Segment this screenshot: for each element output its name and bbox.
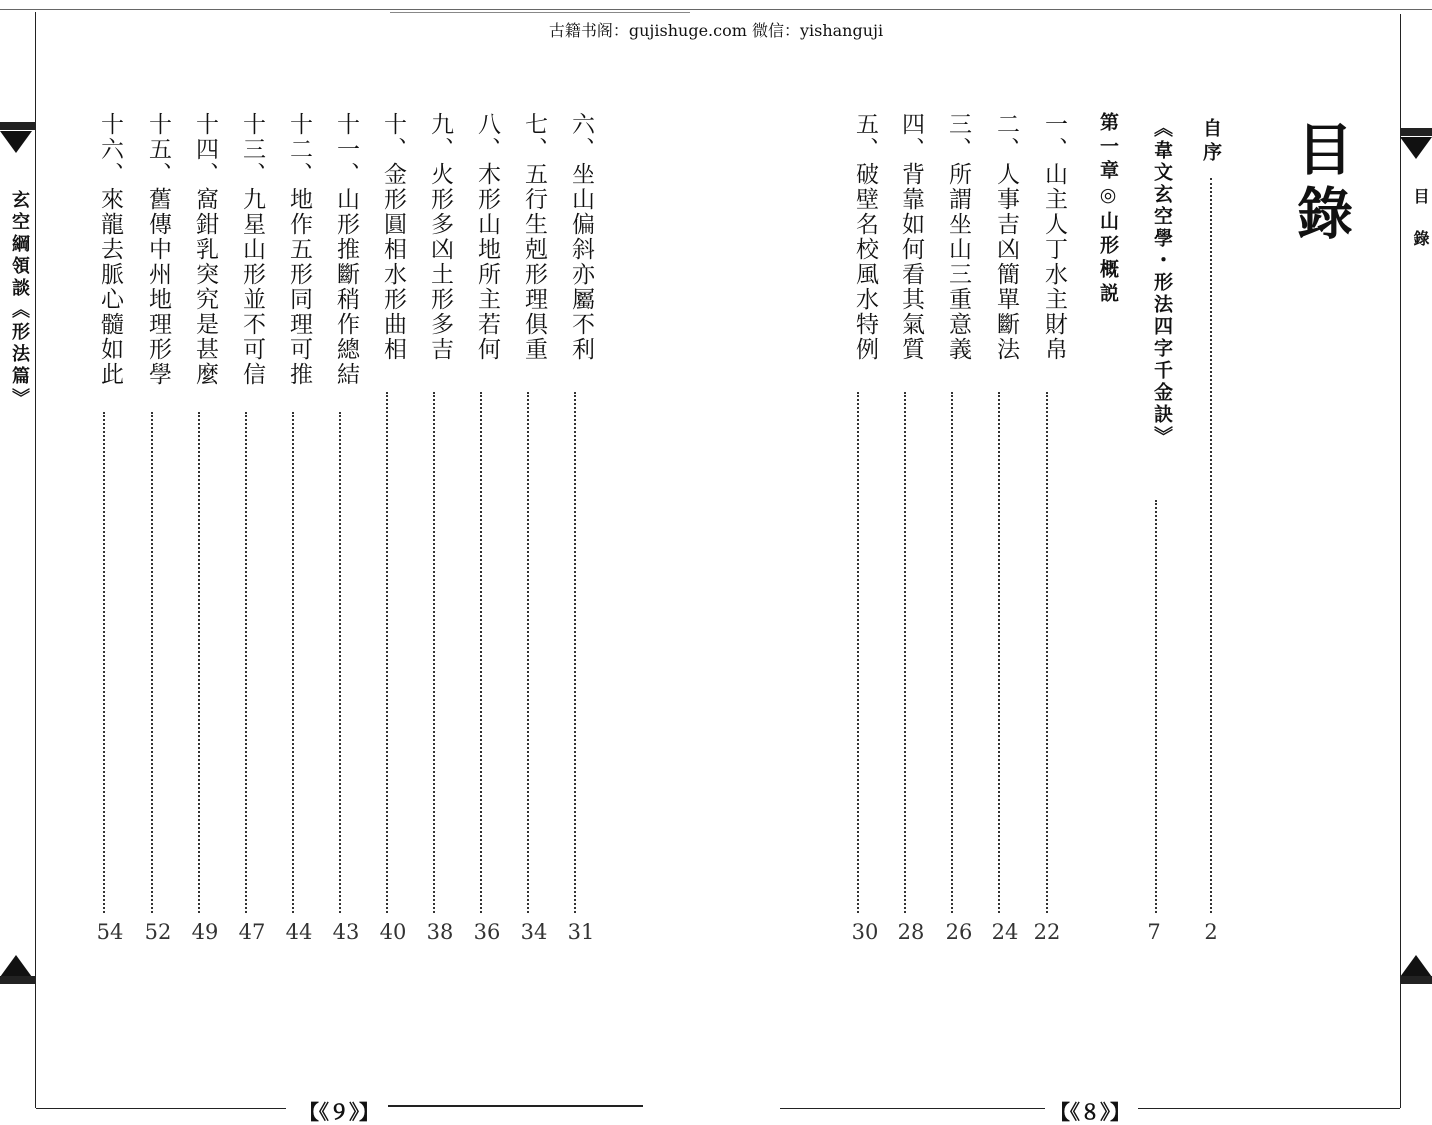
toc-entry[interactable]: 十四、窩鉗乳突究是甚麼 (192, 112, 218, 387)
page-number: 44 (285, 920, 313, 944)
page-number: 40 (379, 920, 407, 944)
page-number: 22 (1033, 920, 1061, 944)
leader-dots (433, 392, 435, 913)
toc-entry[interactable]: 十三、九星山形並不可信 (239, 112, 265, 387)
left-bracket-top-chevron-icon (0, 131, 32, 153)
toc-entry[interactable]: 五、破壁名校風水特例 (852, 112, 878, 362)
toc-entry[interactable]: 八、木形山地所主若何 (474, 112, 500, 362)
page-number: 30 (851, 920, 879, 944)
right-bracket-bottom-bar (1400, 976, 1432, 984)
toc-preface-title[interactable]: 自序 (1200, 118, 1222, 166)
toc-book-title[interactable]: 《韋文玄空學・形法四字千金訣》 (1151, 118, 1173, 448)
page-number: 36 (473, 920, 501, 944)
toc-entry[interactable]: 九、火形多凶土形多吉 (427, 112, 453, 362)
toc-entry[interactable]: 二、人事吉凶簡單斷法 (993, 112, 1019, 362)
left-bracket-bottom-bar (0, 976, 35, 984)
toc-entry[interactable]: 七、五行生剋形理俱重 (521, 112, 547, 362)
folio-right: 【《８》】 (1046, 1096, 1134, 1125)
leader-dots (151, 412, 153, 913)
leader-dots (857, 392, 859, 913)
right-bracket-bottom-chevron-icon (1400, 955, 1432, 977)
leader-dots (292, 412, 294, 913)
page-number: 26 (945, 920, 973, 944)
toc-entry[interactable]: 三、所謂坐山三重意義 (945, 112, 971, 362)
leader-dots (1210, 178, 1212, 913)
page-title: 目錄 (1288, 120, 1353, 248)
toc-entry[interactable]: 六、坐山偏斜亦屬不利 (568, 112, 594, 362)
right-bracket-top-bar (1400, 128, 1432, 136)
bottom-rule-right (1138, 1108, 1400, 1109)
leader-dots (386, 392, 388, 913)
page-number: 54 (96, 920, 124, 944)
left-side-book-title: 玄空綱領談《形法篇》 (9, 190, 30, 410)
toc-entry[interactable]: 一、山主人丁水主財帛 (1041, 112, 1067, 362)
leader-dots (904, 392, 906, 913)
leader-dots (574, 392, 576, 913)
leader-dots (527, 392, 529, 913)
leader-dots (951, 392, 953, 913)
toc-entry[interactable]: 十二、地作五形同理可推 (286, 112, 312, 387)
page-number: 49 (191, 920, 219, 944)
page-number: 47 (238, 920, 266, 944)
leader-dots (198, 412, 200, 913)
left-frame-line (35, 12, 36, 1108)
leader-dots (339, 412, 341, 913)
leader-dots (1046, 392, 1048, 913)
left-bracket-bottom-chevron-icon (0, 955, 32, 977)
watermark: 古籍书阁：gujishuge.com 微信：yishanguji (548, 21, 884, 40)
bottom-rule-mid-left (388, 1105, 643, 1107)
page-number: 7 (1147, 920, 1161, 944)
right-side-section-title: 目錄 (1411, 188, 1430, 272)
bottom-rule-mid-right (780, 1108, 1045, 1109)
gutter-line (390, 12, 690, 13)
toc-entry[interactable]: 十六、來龍去脈心髓如此 (97, 112, 123, 387)
leader-dots (103, 412, 105, 913)
bottom-rule-left (36, 1108, 286, 1109)
leader-dots (245, 412, 247, 913)
page-number: 31 (567, 920, 595, 944)
leader-dots (1155, 500, 1157, 913)
page-number: 34 (520, 920, 548, 944)
leader-dots (480, 392, 482, 913)
page-number: 52 (144, 920, 172, 944)
toc-entry[interactable]: 十一、山形推斷稍作總結 (333, 112, 359, 387)
page-number: 2 (1204, 920, 1218, 944)
page-number: 43 (332, 920, 360, 944)
toc-entry[interactable]: 十五、舊傳中州地理形學 (145, 112, 171, 387)
leader-dots (998, 392, 1000, 913)
left-bracket-top-bar (0, 122, 35, 130)
toc-chapter-heading: 第一章◎山形概説 (1097, 112, 1119, 307)
folio-left: 【《９》】 (295, 1096, 383, 1125)
toc-entry[interactable]: 十、金形圓相水形曲相 (380, 112, 406, 362)
toc-entry[interactable]: 四、背靠如何看其氣質 (898, 112, 924, 362)
right-frame-line (1400, 14, 1401, 1108)
page-number: 38 (426, 920, 454, 944)
page-number: 24 (991, 920, 1019, 944)
top-border (0, 9, 1432, 10)
page-number: 28 (897, 920, 925, 944)
right-bracket-top-chevron-icon (1400, 137, 1432, 159)
